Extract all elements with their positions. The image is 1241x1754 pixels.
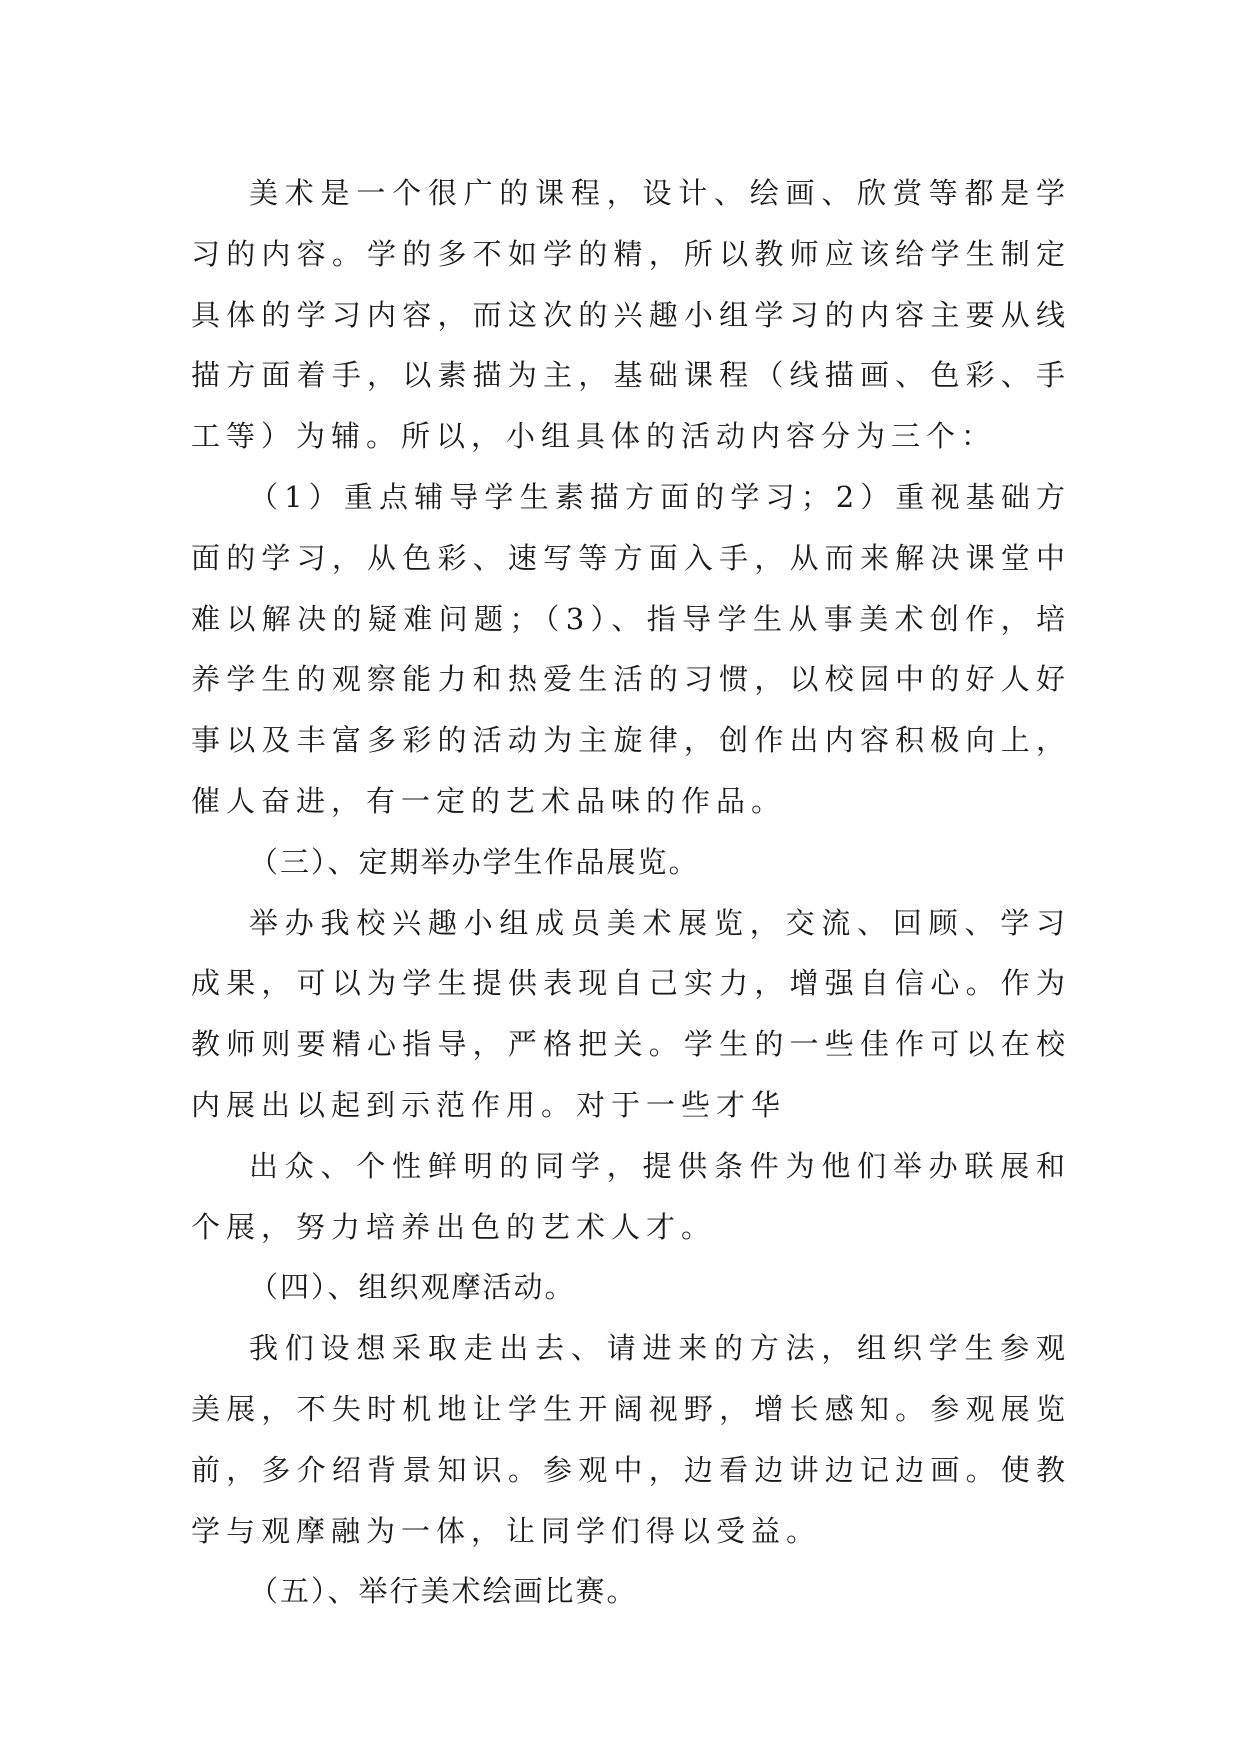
paragraph-observation: 我们设想采取走出去、请进来的方法，组织学生参观美展，不失时机地让学生开阔视野，增长感知。参观展览前，多介绍背景知识。参观中，边看边讲边记边画。使教学与观摩融为一体，让同学们得以受益。 [191,1331,1071,1548]
heading-section-three: （三）、定期举办学生作品展览。 [249,844,700,879]
paragraph-exhibition: 举办我校兴趣小组成员美术展览，交流、回顾、学习成果，可以为学生提供表现自己实力，增强自信心。作为教师则要精心指导，严格把关。学生的一些佳作可以在校内展出以起到示范作用。对于一些才华 [191,905,1071,1122]
paragraph-activity-items: （1）重点辅导学生素描方面的学习；2）重视基础方面的学习，从色彩、速写等方面入手，从而来解决课堂中难以解决的疑难问题；（3）、指导学生从事美术创作，培养学生的观察能力和热爱生活的习惯，以校园中的好人好事以及丰富多彩的活动为主旋律，创作出内容积极向上，催人奋进，有一定的艺术品味的作品。 [191,479,1071,818]
heading-section-five: （五）、举行美术绘画比赛。 [249,1574,638,1609]
heading-section-four: （四）、组织观摩活动。 [249,1270,576,1305]
document-body [191,163,1071,1622]
paragraph-course-content: 美术是一个很广的课程，设计、绘画、欣赏等都是学习的内容。学的多不如学的精，所以教师应该给学生制定具体的学习内容，而这次的兴趣小组学习的内容主要从线描方面着手，以素描为主，基础课程（线描画、色彩、手工等）为辅。所以，小组具体的活动内容分为三个： [191,176,1071,454]
paragraph-exhibition-continued: 出众、个性鲜明的同学，提供条件为他们举办联展和个展，努力培养出色的艺术人才。 [191,1148,1071,1244]
